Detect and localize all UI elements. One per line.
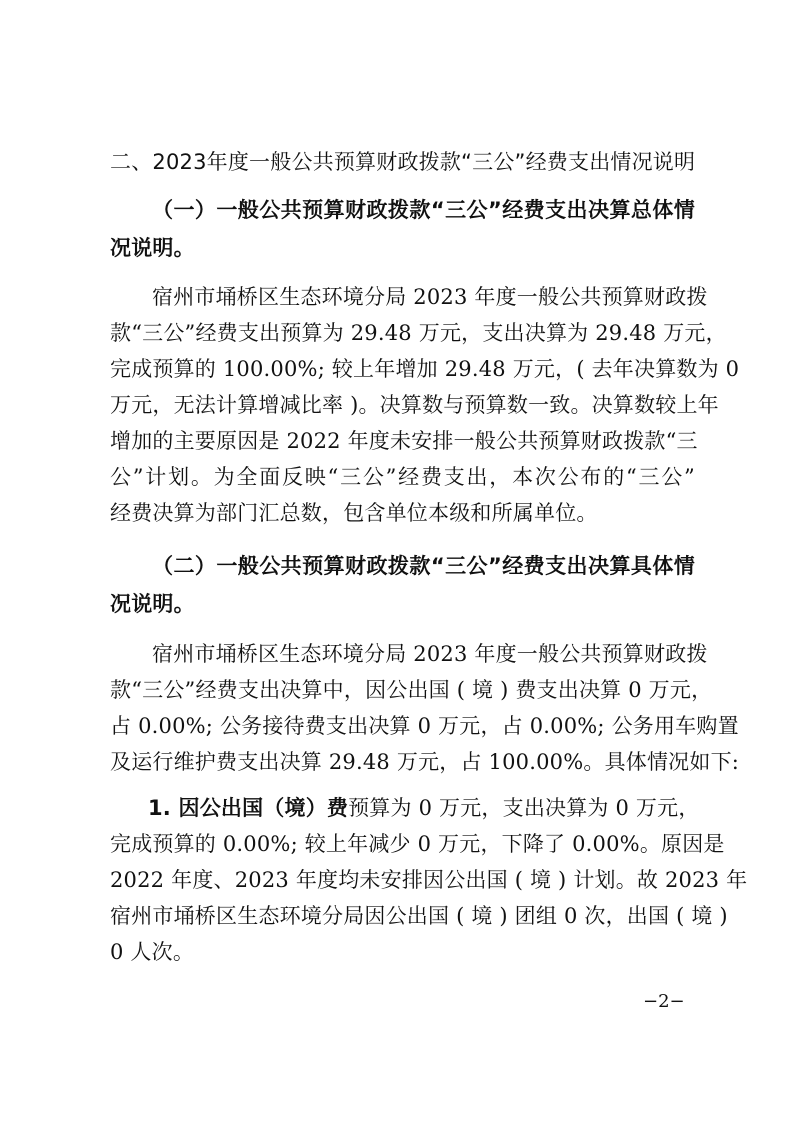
subsection-1-paragraph-line: 公”计划。为全面反映“三公”经费支出，本次公布的“三公” bbox=[110, 465, 695, 489]
subsection-2-paragraph-line: 款“三公”经费支出决算中，因公出国 ( 境 ) 费支出决算 0 万元， bbox=[110, 678, 713, 702]
subsection-1-paragraph-line: 经费决算为部门汇总数，包含单位本级和所属单位。 bbox=[110, 501, 598, 525]
subsection-2-title-line-2: 况说明。 bbox=[110, 592, 195, 616]
subsection-2-paragraph-line: 及运行维护费支出决算 29.48 万元，占 100.00%。具体情况如下: bbox=[110, 750, 740, 774]
section-heading: 二、2023年度一般公共预算财政拨款“三公”经费支出情况说明 bbox=[110, 150, 696, 174]
item-1-first-line-text: 预算为 0 万元，支出决算为 0 万元， bbox=[348, 796, 700, 820]
item-1-line: 0 人次。 bbox=[110, 940, 195, 964]
subsection-1-paragraph-line: 完成预算的 100.00%; 较上年增加 29.48 万元，( 去年决算数为 0 bbox=[110, 357, 740, 381]
subsection-1-title-line-1: （一）一般公共预算财政拨款“三公”经费支出决算总体情 bbox=[152, 198, 695, 222]
item-1-line: 宿州市埇桥区生态环境分局因公出国 ( 境 ) 团组 0 次，出国 ( 境 ) bbox=[110, 904, 728, 928]
item-1-line: 2022 年度、2023 年度均未安排因公出国 ( 境 ) 计划。故 2023 年 bbox=[110, 868, 748, 892]
item-1-first-line bbox=[148, 794, 700, 822]
page-number: −2− bbox=[643, 991, 685, 1012]
subsection-1-paragraph-line: 万元，无法计算增减比率 )。决算数与预算数一致。决算数较上年 bbox=[110, 393, 719, 417]
subsection-1-paragraph-line: 宿州市埇桥区生态环境分局 2023 年度一般公共预算财政拨 bbox=[152, 285, 708, 309]
subsection-2-title-line-1: （二）一般公共预算财政拨款“三公”经费支出决算具体情 bbox=[152, 554, 695, 578]
subsection-1-paragraph-line: 款“三公”经费支出预算为 29.48 万元，支出决算为 29.48 万元， bbox=[110, 321, 727, 345]
subsection-1-title-line-2: 况说明。 bbox=[110, 236, 195, 260]
subsection-1-paragraph-line: 增加的主要原因是 2022 年度未安排一般公共预算财政拨款“三 bbox=[110, 429, 698, 453]
item-1-label: 1. 因公出国（境）费 bbox=[148, 796, 349, 820]
item-1-line: 完成预算的 0.00%; 较上年减少 0 万元，下降了 0.00%。原因是 bbox=[110, 832, 725, 856]
subsection-2-paragraph-line: 宿州市埇桥区生态环境分局 2023 年度一般公共预算财政拨 bbox=[152, 642, 708, 666]
subsection-2-paragraph-line: 占 0.00%; 公务接待费支出决算 0 万元，占 0.00%; 公务用车购置 bbox=[110, 714, 739, 738]
